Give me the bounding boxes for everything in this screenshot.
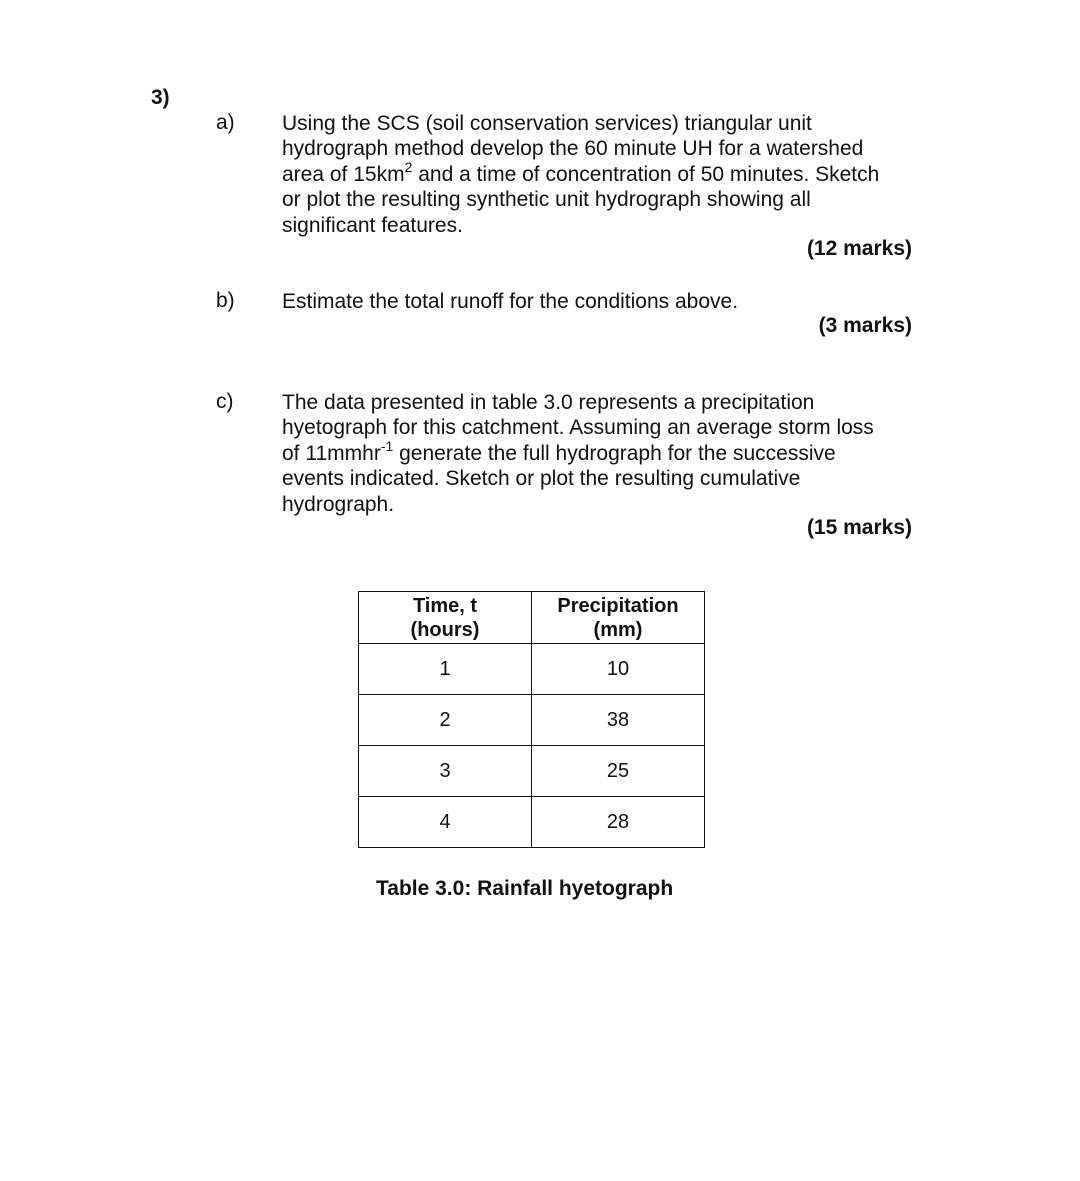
- header-time: Time, t (hours): [359, 592, 532, 644]
- part-b-label: b): [216, 289, 235, 312]
- part-a-label: a): [216, 111, 235, 134]
- header-precipitation: Precipitation (mm): [532, 592, 705, 644]
- time-cell: 2: [359, 695, 532, 746]
- part-a-line-1: Using the SCS (soil conservation services) triangular unit: [282, 112, 812, 135]
- part-c-marks: (15 marks): [806, 516, 912, 539]
- part-c-line-3: of 11mmhr$^{-1}$ generate the full hydrograph for the successive: [282, 437, 836, 465]
- precipitation-cell: 10: [532, 644, 705, 695]
- part-c-line-4: events indicated. Sketch or plot the resulting cumulative: [282, 467, 801, 491]
- part-c-label: c): [216, 390, 234, 413]
- part-b-text: [282, 289, 738, 314]
- table-row: [359, 746, 705, 797]
- part-a-marks: (12 marks): [806, 237, 912, 260]
- table-row: [359, 695, 705, 746]
- part-a-line-4: or plot the resulting synthetic unit hydrograph showing all: [282, 188, 811, 212]
- part-c-text: [282, 390, 874, 517]
- table-caption: Table 3.0: Rainfall hyetograph: [376, 877, 674, 900]
- time-cell: 4: [359, 797, 532, 848]
- part-c-line-2: hyetograph for this catchment. Assuming an average storm loss: [282, 416, 874, 440]
- table-row: [359, 644, 705, 695]
- part-a-text: [282, 111, 879, 238]
- table-row: [359, 797, 705, 848]
- precipitation-cell: 38: [532, 695, 705, 746]
- part-b-line-1: Estimate the total runoff for the conditions above.: [282, 290, 739, 313]
- superscript-2: 2: [404, 158, 413, 175]
- superscript-minus-1: -1: [380, 437, 394, 454]
- part-a-line-2: hydrograph method develop the 60 minute UH for a watershed: [282, 137, 864, 161]
- question-number: 3): [151, 86, 170, 109]
- part-b-marks: (3 marks): [818, 314, 912, 337]
- precipitation-cell: 28: [532, 797, 705, 848]
- part-c-line-1: The data presented in table 3.0 represents a precipitation: [282, 391, 815, 414]
- precipitation-cell: 25: [532, 746, 705, 797]
- time-cell: 1: [359, 644, 532, 695]
- table-header-row: [359, 592, 705, 644]
- part-c-line-5: hydrograph.: [282, 492, 395, 516]
- hyetograph-table: [358, 591, 705, 848]
- time-cell: 3: [359, 746, 532, 797]
- part-a-line-3: area of $15km^2$ and a time of concentration of 50 minutes. Sketch: [282, 158, 880, 186]
- part-a-line-5: significant features.: [282, 213, 463, 237]
